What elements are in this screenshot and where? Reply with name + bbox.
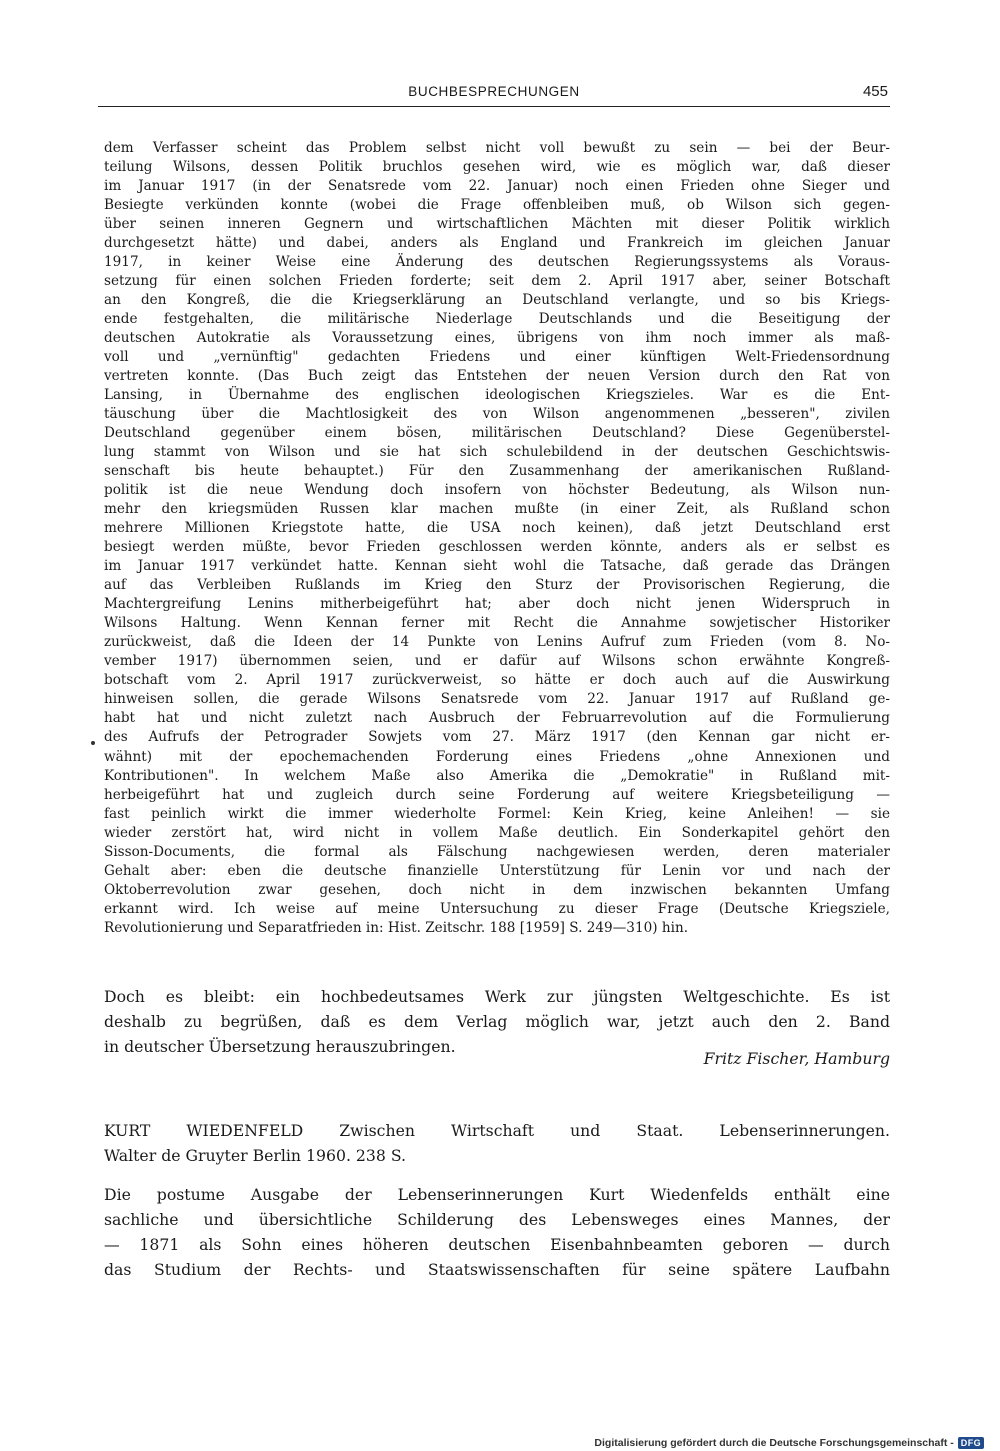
text-line: wähnt) mit der epochemachenden Forderung eines Friedens „ohne Annexionen und: [104, 748, 890, 765]
text-line: 1917, in keiner Weise eine Änderung des deutschen Regierungssystems als Voraus-: [104, 254, 890, 271]
text-line: mehrere Millionen Kriegstote hatte, die USA noch keinen), daß jetzt Deutschland erst: [104, 520, 890, 537]
text-line: Walter de Gruyter Berlin 1960. 238 S.: [104, 1146, 407, 1165]
text-line: fast peinlich wirkt die immer wiederholte Formel: Kein Krieg, keine Anleihen! — sie: [104, 805, 890, 822]
text-line: das Studium der Rechts- und Staatswissenschaften für seine spätere Laufbahn: [104, 1260, 890, 1279]
review-conclusion: [104, 984, 890, 1059]
funding-note: Digitalisierung gefördert durch die Deutsche Forschungsgemeinschaft -: [594, 1437, 954, 1449]
text-line: zurückweist, daß die Ideen der 14 Punkte von Lenins Aufruf zum Frieden (vom 8. No-: [104, 634, 890, 651]
text-line: dem Verfasser scheint das Problem selbst nicht voll bewußt zu sein — bei der Beur-: [104, 140, 890, 156]
text-line: Doch es bleibt: ein hochbedeutsames Werk zur jüngsten Weltgeschichte. Es ist: [104, 987, 890, 1006]
review-continuation-text: [104, 139, 890, 938]
text-line: voll und „vernünftig" gedachten Friedens und einer künftigen Welt-Friedensordnung: [104, 349, 890, 366]
text-line: Lansing, in Übernahme des englischen ideologischen Kriegszieles. War es die Ent-: [104, 387, 890, 404]
margin-mark: [91, 741, 95, 745]
text-line: KURT WIEDENFELD Zwischen Wirtschaft und Staat. Lebenserinnerungen.: [104, 1121, 890, 1140]
text-line: Oktoberrevolution zwar gesehen, doch nicht in dem inzwischen bekannten Umfang: [104, 881, 890, 898]
text-line: Kontributionen". In welchem Maße also Amerika die „Demokratie" in Rußland mit-: [104, 767, 890, 784]
text-line: Besiegte verkünden konnte (wobei die Frage offenbleiben muß, ob Wilson sich gegen-: [104, 197, 890, 214]
text-line: — 1871 als Sohn eines höheren deutschen Eisenbahnbeamten geboren — durch: [104, 1235, 890, 1254]
text-line: vertreten konnte. (Das Buch zeigt das Entstehen der neuen Version durch den Rat von: [104, 368, 890, 385]
text-line: auf das Verbleiben Rußlands im Krieg den Sturz der Provisorischen Regierung, die: [104, 577, 890, 594]
text-line: deshalb zu begrüßen, daß es dem Verlag möglich war, jetzt auch den 2. Band: [104, 1012, 890, 1031]
text-line: durchgesetzt hätte) und dabei, anders als England und Frankreich im gleichen Januar: [104, 235, 890, 252]
text-line: ende festgehalten, die militärische Niederlage Deutschlands und die Beseitigung der: [104, 311, 890, 328]
text-line: habt hat und nicht zuletzt nach Ausbruch der Februarrevolution auf die Formulierung: [104, 710, 890, 727]
page-number: 455: [862, 83, 888, 100]
text-line: deutschen Autokratie als Voraussetzung eines, übrigens von ihm noch immer als maß-: [104, 330, 890, 347]
text-line: des Aufrufs der Petrograder Sowjets vom 27. März 1917 (den Kennan gar nicht er-: [104, 729, 890, 746]
text-line: vember 1917) übernommen seien, und er dafür auf Wilsons schon erwähnte Kongreß-: [104, 653, 890, 670]
digitization-footer: [594, 1437, 984, 1449]
running-head: BUCHBESPRECHUNGEN: [408, 84, 580, 99]
text-line: politik ist die neue Wendung doch insofern von höchster Bedeutung, als Wilson nun-: [104, 482, 890, 499]
text-line: wieder zerstört hat, wird nicht in vollem Maße deutlich. Ein Sonderkapitel gehört den: [104, 824, 890, 841]
text-line: setzung für einen solchen Frieden forderte; seit dem 2. April 1917 aber, seiner Botschaft: [104, 273, 890, 290]
text-line: erkannt wird. Ich weise auf meine Untersuchung zu dieser Frage (Deutsche Kriegsziele,: [104, 900, 890, 917]
text-line: in deutscher Übersetzung herauszubringen.: [104, 1037, 456, 1056]
text-line: täuschung über die Machtlosigkeit des von Wilson angenommenen „besseren", zivilen: [104, 406, 890, 423]
text-line: sachliche und übersichtliche Schilderung des Lebensweges eines Mannes, der: [104, 1210, 890, 1229]
text-line: teilung Wilsons, dessen Politik bruchlos gesehen wird, wie es möglich war, daß dieser: [104, 159, 890, 176]
text-line: Deutschland gegenüber einem bösen, militärischen Deutschland? Diese Gegenüberstel-: [104, 425, 890, 442]
text-line: herbeigeführt hat und zugleich durch seine Forderung auf weitere Kriegsbeteiligung —: [104, 786, 890, 803]
reviewer-signature: Fritz Fischer, Hamburg: [703, 1049, 890, 1068]
text-line: Revolutionierung und Separatfrieden in: Hist. Zeitschr. 188 [1959] S. 249—310) hin.: [104, 919, 689, 936]
next-review-heading: [104, 1118, 890, 1168]
text-line: hinweisen sollen, die gerade Wilsons Senatsrede vom 22. Januar 1917 auf Rußland ge-: [104, 691, 890, 708]
next-review-body: [104, 1182, 890, 1282]
page-header: [98, 84, 890, 107]
text-line: Wilsons Haltung. Wenn Kennan ferner mit Recht die Annahme sowjetischer Historiker: [104, 615, 890, 632]
text-line: lung stammt von Wilson und sie hat sich schulebildend in der deutschen Geschichtswis-: [104, 444, 890, 461]
text-line: Gehalt aber: eben die deutsche finanzielle Unterstützung für Lenin vor und nach der: [104, 862, 890, 879]
text-line: mehr den kriegsmüden Russen klar machen mußte (in einer Zeit, als Rußland schon: [104, 501, 890, 518]
dfg-logo: DFG: [958, 1437, 984, 1449]
text-line: Machtergreifung Lenins mitherbeigeführt hat; aber doch nicht jenen Widerspruch in: [104, 596, 890, 613]
text-line: über seinen inneren Gegnern und wirtschaftlichen Mächten mit dieser Politik wirklich: [104, 216, 890, 233]
text-line: senschaft bis heute behauptet.) Für den Zusammenhang der amerikanischen Rußland-: [104, 463, 890, 480]
text-line: Sisson-Documents, die formal als Fälschung nachgewiesen werden, deren materialer: [104, 843, 890, 860]
text-line: Die postume Ausgabe der Lebenserinnerungen Kurt Wiedenfelds enthält eine: [104, 1185, 890, 1204]
text-line: im Januar 1917 (in der Senatsrede vom 22. Januar) noch einen Frieden ohne Sieger und: [104, 178, 890, 195]
text-line: botschaft vom 2. April 1917 zurückverweist, so hätte er doch auch auf die Auswirkung: [104, 672, 890, 689]
text-line: besiegt werden müßte, bevor Frieden geschlossen werden könnte, anders als er selbst es: [104, 539, 890, 556]
text-line: im Januar 1917 verkündet hatte. Kennan sieht wohl die Tatsache, daß gerade das Drängen: [104, 558, 890, 575]
text-line: an den Kongreß, die die Kriegserklärung an Deutschland verlangte, und so bis Kriegs-: [104, 292, 890, 309]
